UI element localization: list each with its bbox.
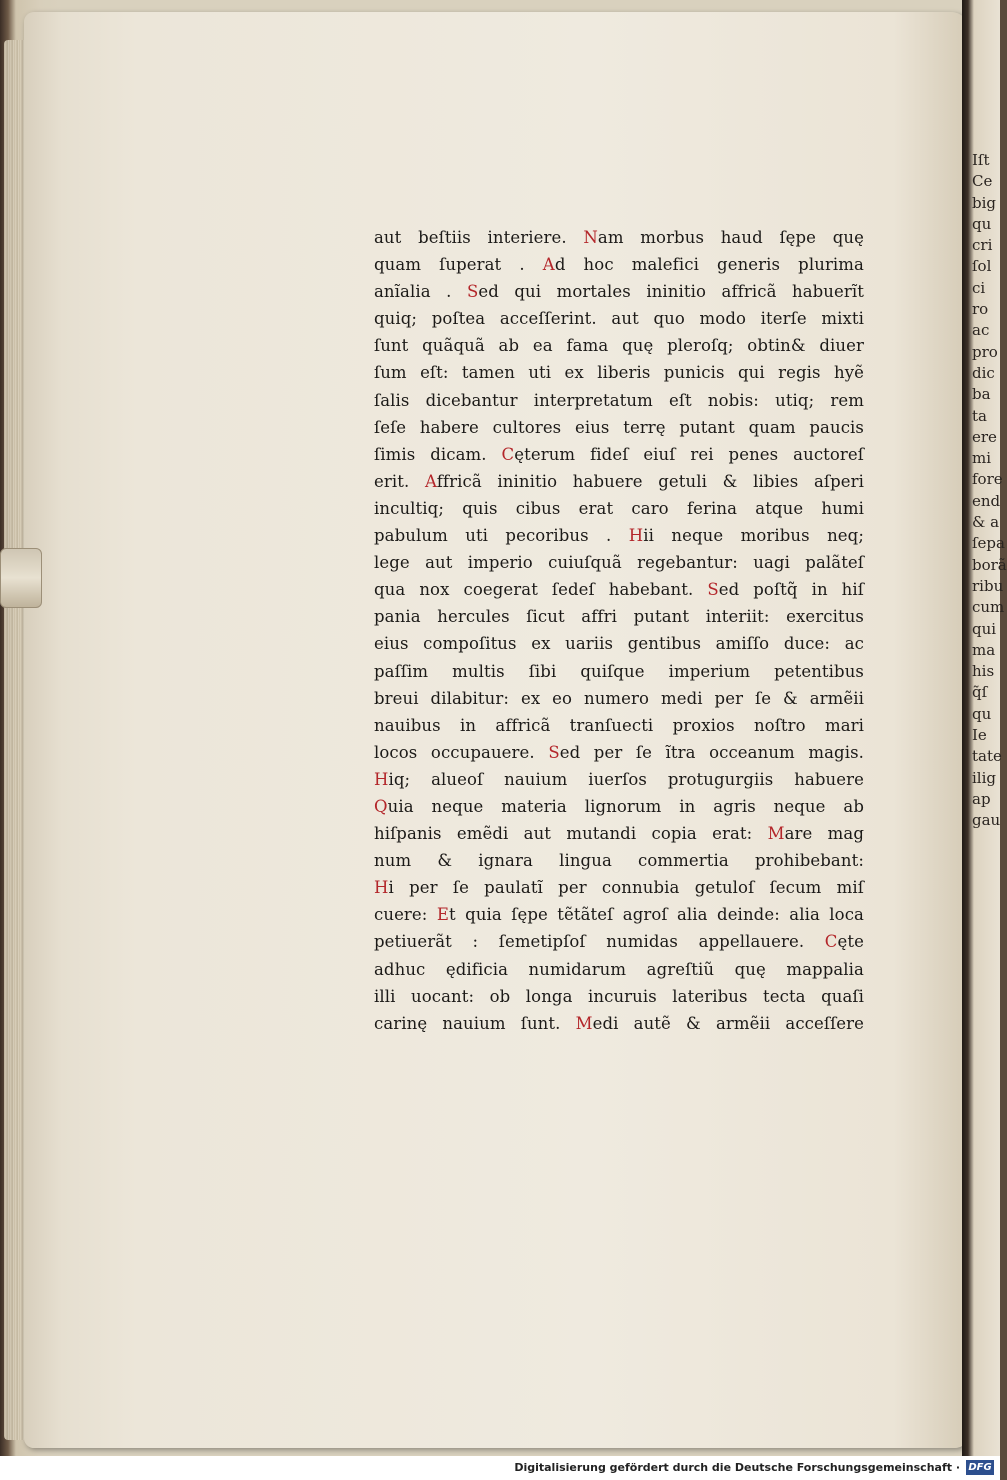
facing-page-fragment: cri [972, 236, 993, 255]
facing-page-fragment: ere [972, 427, 997, 446]
text-line [374, 739, 864, 766]
text-line [374, 468, 864, 495]
facing-page-fragment: cum [972, 598, 1005, 617]
text-segment: num & ignara lingua commertia prohibebant: [374, 851, 864, 871]
text-segment: ed qui mortales ininitio affricã habuerĩt [478, 282, 864, 302]
text-segment: pabulum uti pecoribus . [374, 526, 629, 546]
rubricated-initial: H [628, 526, 644, 546]
facing-page-fragment: Ce [972, 172, 993, 191]
text-segment: ſunt quãquã ab ea fama quę pleroſq; obtin& diuer [374, 336, 864, 356]
text-line [374, 332, 864, 359]
text-segment: ed per ſe ĩtra occeanum magis. [559, 742, 865, 762]
facing-page-fragment: fore [972, 470, 1003, 489]
text-line [374, 928, 864, 955]
facing-page-fragment: big [972, 193, 997, 212]
rubricated-initial: M [575, 1013, 593, 1033]
text-line [374, 658, 864, 685]
text-line [374, 712, 864, 739]
text-line [374, 983, 864, 1010]
text-line [374, 685, 864, 712]
text-segment: are mag [784, 824, 865, 844]
facing-page-fragment: q̃ſ [972, 683, 988, 702]
facing-page-fragment: ba [972, 385, 991, 404]
text-segment: hiſpanis emẽdi aut mutandi copia erat: [374, 824, 768, 844]
text-line [374, 901, 864, 928]
facing-page-fragment: his [972, 662, 995, 681]
text-segment: edi autẽ & armẽii acceſſere [592, 1013, 864, 1033]
text-segment: breui dilabitur: ex eo numero medi per ſe & armẽii [374, 688, 864, 708]
text-line [374, 224, 864, 251]
text-segment: lege aut imperio cuiuſquã regebantur: uagi palãteſ [374, 553, 864, 573]
facing-page-fragment: ta [972, 406, 987, 425]
text-segment: quam ſuperat . [374, 255, 543, 275]
rubricated-initial: Q [374, 796, 388, 816]
facing-page-fragment: dic [972, 363, 995, 382]
text-line [374, 847, 864, 874]
rubricated-initial: M [767, 824, 785, 844]
text-segment: erit. [374, 471, 425, 491]
text-line [374, 793, 864, 820]
text-segment: paſſim multis ſibi quiſque imperium petentibus [374, 661, 864, 681]
rubricated-initial: H [374, 769, 389, 789]
facing-page-fragment: qui [972, 619, 997, 638]
text-segment: ſimis dicam. [374, 444, 502, 464]
facing-page-fragment: ribu [972, 576, 1004, 595]
text-segment: nauibus in affricã tranſuecti proxios noſtro mari [374, 715, 864, 735]
facing-page-fragment: qu [972, 704, 992, 723]
text-line [374, 820, 864, 847]
text-line [374, 495, 864, 522]
rubricated-initial: C [501, 444, 515, 464]
text-line [374, 630, 864, 657]
facing-page-fragment: gau [972, 811, 1001, 830]
rubricated-initial: H [374, 878, 389, 898]
text-segment: eius compoſitus ex uariis gentibus amiſſo duce: ac [374, 634, 864, 654]
text-line [374, 522, 864, 549]
rubricated-initial: A [542, 255, 555, 275]
text-segment: locos occupauere. [374, 742, 549, 762]
text-line [374, 251, 864, 278]
footer-credit: Digitalisierung gefördert durch die Deutsche Forschungsgemeinschaft · [514, 1461, 960, 1474]
text-line [374, 766, 864, 793]
text-segment: ſum eſt: tamen uti ex liberis punicis qui regis hyẽ [374, 363, 864, 383]
text-segment: ffricã ininitio habuere getuli & libies aſperi [436, 471, 864, 491]
text-line [374, 956, 864, 983]
facing-page-fragment: tate [972, 747, 1002, 766]
text-segment: am morbus haud ſępe quę [597, 228, 864, 247]
facing-page-fragment: ap [972, 789, 991, 808]
dfg-logo: DFG [966, 1460, 994, 1475]
facing-page-fragment: ma [972, 640, 996, 659]
text-line [374, 359, 864, 386]
text-line [374, 549, 864, 576]
text-segment: t quia ſępe tẽtãteſ agroſ alia deinde: alia loca [449, 905, 864, 925]
text-segment: i per ſe paulatĩ per connubia getuloſ ſecum miſ [388, 878, 864, 898]
text-line [374, 278, 864, 305]
facing-page-fragment: qu [972, 214, 992, 233]
rubricated-initial: C [824, 932, 838, 952]
facing-page-fragment: ro [972, 300, 989, 319]
text-line [374, 414, 864, 441]
facing-page-fragment: borã [972, 555, 1007, 574]
text-segment: carinę nauium ſunt. [374, 1013, 576, 1033]
text-segment: illi uocant: ob longa incuruis lateribus tecta quaſi [374, 986, 864, 1006]
text-line [374, 1010, 864, 1037]
text-segment: petiuerãt : ſemetipſoſ numidas appellauere. [374, 932, 825, 952]
facing-page-fragment: ac [972, 321, 990, 340]
text-segment: d hoc malefici generis plurima [554, 255, 864, 275]
facing-page-fragment: ſol [972, 257, 992, 276]
text-segment: ęterum fideſ eiuſ rei penes auctoreſ [514, 444, 864, 464]
rubricated-initial: S [466, 282, 479, 302]
facing-page-fragment: Iſt [972, 151, 990, 169]
facing-page-fragment: mi [972, 449, 992, 468]
text-segment: adhuc ędificia numidarum agreſtiũ quę mappalia [374, 959, 864, 979]
text-segment: quiq; poſtea acceſſerint. aut quo modo iterſe mixti [374, 309, 864, 329]
text-segment: cuere: [374, 905, 437, 925]
rubricated-initial: N [583, 228, 598, 247]
text-line [374, 576, 864, 603]
text-segment: ed poſtq̃ in hiſ [718, 580, 864, 600]
rubricated-initial: S [707, 580, 719, 600]
text-segment: qua nox coegerat ſedeſ habebant. [374, 580, 708, 600]
text-segment: anĩalia . [374, 282, 467, 302]
facing-page-fragment: ſepa [972, 534, 1005, 553]
rubricated-initial: S [548, 742, 560, 762]
rubricated-initial: E [436, 905, 450, 925]
rubricated-initial: A [424, 471, 437, 491]
text-segment: pania hercules ſicut affri putant interiit: exercitus [374, 607, 864, 627]
facing-page-fragment: & a [972, 513, 1000, 532]
facing-page-fragment: ilig [972, 768, 996, 787]
text-line [374, 387, 864, 414]
text-segment: ęte [837, 932, 864, 952]
facing-page-fragment: ci [972, 278, 986, 297]
text-segment: ſalis dicebantur interpretatum eſt nobis: utiq; rem [374, 390, 864, 410]
text-line [374, 441, 864, 468]
text-segment: aut beſtiis interiere. [374, 228, 584, 247]
book-clasp [0, 548, 42, 608]
text-line [374, 874, 864, 901]
facing-page-fragment: Ie [972, 726, 987, 745]
facing-page-fragment: end [972, 491, 1001, 510]
text-line [374, 603, 864, 630]
latin-text-block [374, 224, 864, 1037]
text-segment: incultiq; quis cibus erat caro ferina atque humi [374, 498, 864, 518]
text-segment: uia neque materia lignorum in agris neque ab [387, 796, 864, 816]
text-segment: ii neque moribus neq; [643, 526, 864, 546]
facing-page-text-fragments [972, 150, 1007, 1420]
text-segment: iq; alueoſ nauium iuerſos protugurgiis habuere [388, 769, 864, 789]
text-segment: ſeſe habere cultores eius terrę putant quam paucis [374, 417, 864, 437]
text-line [374, 305, 864, 332]
digitization-footer [0, 1456, 1000, 1480]
facing-page-fragment: pro [972, 342, 998, 361]
